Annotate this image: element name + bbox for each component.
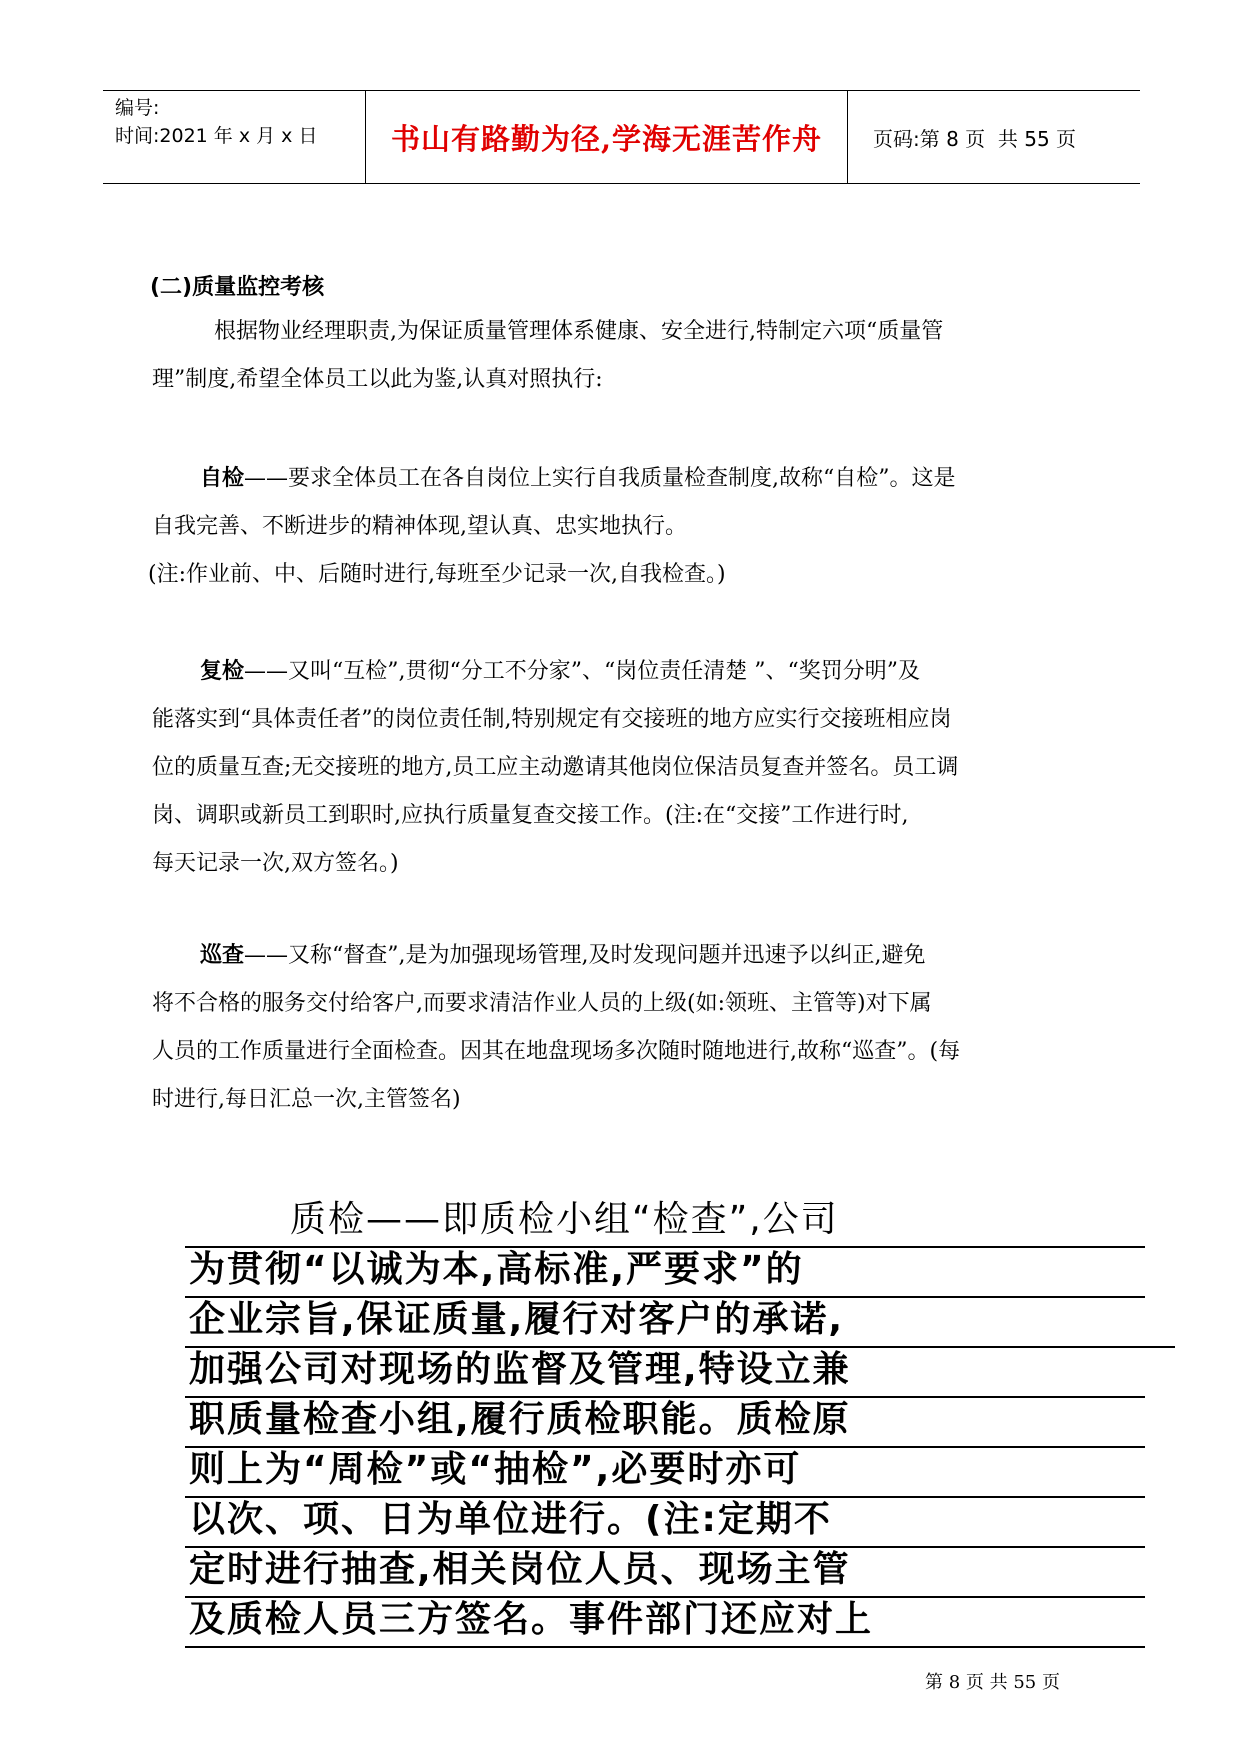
- section-title: (二)质量监控考核: [150, 275, 325, 300]
- intro-paragraph: [152, 308, 1092, 404]
- recheck-line: 位的质量互查;无交接班的地方,员工应主动邀请其他岗位保洁员复查并签名。员工调: [152, 755, 959, 780]
- quality-check-line: 定时进行抽查,相关岗位人员、现场主管: [185, 1548, 1145, 1598]
- document-number-label: 编号:: [115, 97, 160, 119]
- self-check-term: 自检: [200, 466, 245, 491]
- patrol-paragraph: [152, 932, 1092, 1124]
- intro-line: 根据物业经理职责,为保证质量管理体系健康、安全进行,特制定六项“质量管: [214, 319, 944, 344]
- quality-check-line: 及质检人员三方签名。事件部门还应对上: [185, 1598, 1145, 1648]
- self-check-paragraph: [148, 455, 1092, 599]
- recheck-line: 能落实到“具体责任者”的岗位责任制,特别规定有交接班的地方应实行交接班相应岗: [152, 707, 952, 732]
- quality-check-paragraph: [185, 1198, 1145, 1648]
- recheck-line: 复检——又叫“互检”,贯彻“分工不分家”、“岗位责任清楚 ”、“奖罚分明”及: [200, 659, 920, 684]
- patrol-line: 时进行,每日汇总一次,主管签名): [152, 1087, 461, 1112]
- header-meta: [103, 91, 366, 183]
- recheck-paragraph: [152, 648, 1092, 888]
- quality-check-line: 加强公司对现场的监督及管理,特设立兼: [185, 1348, 1145, 1398]
- quality-check-line: 职质量检查小组,履行质检职能。质检原: [185, 1398, 1145, 1448]
- recheck-term: 复检: [200, 659, 245, 684]
- quality-check-line: 则上为“周检”或“抽检”,必要时亦可: [185, 1448, 1145, 1498]
- page-header: [103, 90, 1140, 184]
- patrol-line: 将不合格的服务交付给客户,而要求清洁作业人员的上级(如:领班、主管等)对下属: [152, 991, 932, 1016]
- page-code-text: 页码:第 8 页 共 55 页: [873, 126, 1077, 151]
- header-motto: 书山有路勤为径,学海无涯苦作舟: [366, 91, 848, 183]
- quality-check-line: 以次、项、日为单位进行。(注:定期不: [185, 1498, 1145, 1548]
- self-check-line: 自检——要求全体员工在各自岗位上实行自我质量检查制度,故称“自检”。这是: [200, 466, 956, 491]
- patrol-term: 巡查: [200, 943, 245, 968]
- recheck-line: 岗、调职或新员工到职时,应执行质量复查交接工作。(注:在“交接”工作进行时,: [152, 803, 909, 828]
- self-check-line: 自我完善、不断进步的精神体现,望认真、忠实地执行。: [152, 514, 687, 539]
- recheck-line: 每天记录一次,双方签名。): [152, 851, 399, 876]
- patrol-line: 巡查——又称“督查”,是为加强现场管理,及时发现问题并迅速予以纠正,避免: [200, 943, 926, 968]
- quality-check-line: 企业宗旨,保证质量,履行对客户的承诺,: [185, 1298, 1175, 1348]
- page-footer: 第 8 页 共 55 页: [925, 1672, 1060, 1693]
- quality-check-line: 为贯彻“以诚为本,高标准,严要求”的: [185, 1248, 1145, 1298]
- quality-check-line: 质检——即质检小组“检查”,公司: [185, 1198, 1145, 1248]
- header-page-code: [848, 91, 1140, 183]
- patrol-line: 人员的工作质量进行全面检查。因其在地盘现场多次随时随地进行,故称“巡查”。(每: [152, 1039, 961, 1064]
- self-check-note: (注:作业前、中、后随时进行,每班至少记录一次,自我检查。): [148, 562, 726, 587]
- document-time-label: 时间:2021 年 x 月 x 日: [115, 125, 318, 147]
- intro-line: 理”制度,希望全体员工以此为鉴,认真对照执行:: [152, 367, 603, 392]
